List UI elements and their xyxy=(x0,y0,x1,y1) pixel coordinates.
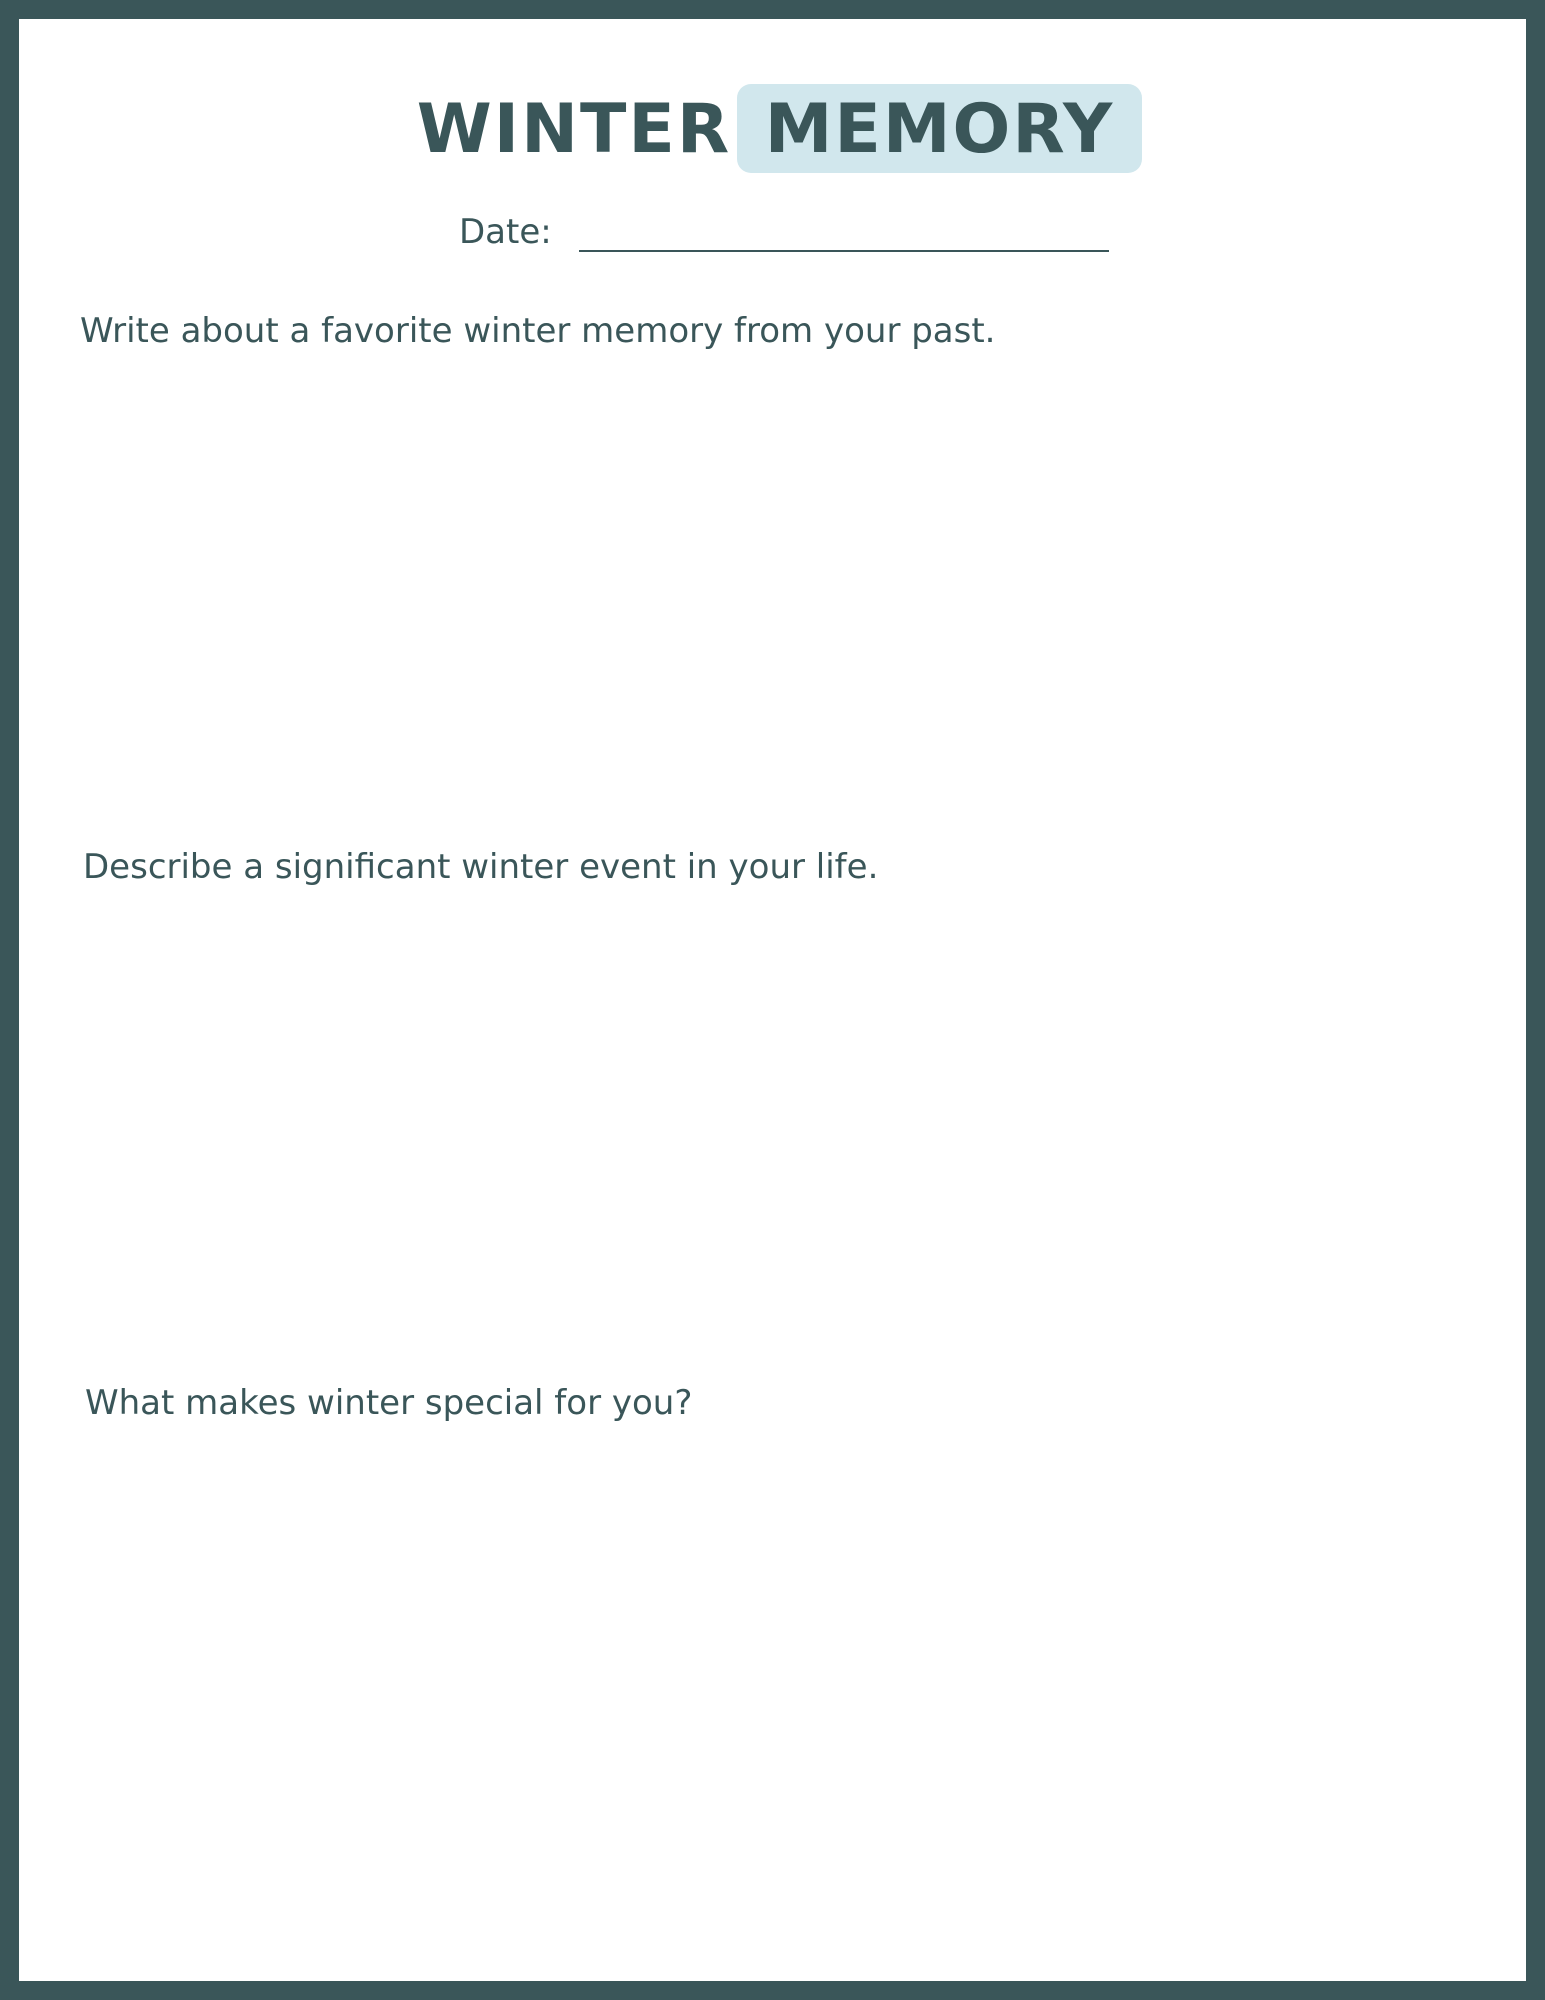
prompt-significant-event: Describe a significant winter event in your life. xyxy=(83,847,879,887)
title-word-memory: MEMORY xyxy=(764,90,1115,169)
prompt-winter-special: What makes winter special for you? xyxy=(85,1383,693,1423)
page-title xyxy=(19,84,1526,176)
date-label: Date: xyxy=(459,212,552,252)
prompt-favorite-memory: Write about a favorite winter memory from your past. xyxy=(80,311,996,351)
title-word-winter: WINTER xyxy=(416,90,732,169)
date-write-line[interactable] xyxy=(579,250,1109,252)
